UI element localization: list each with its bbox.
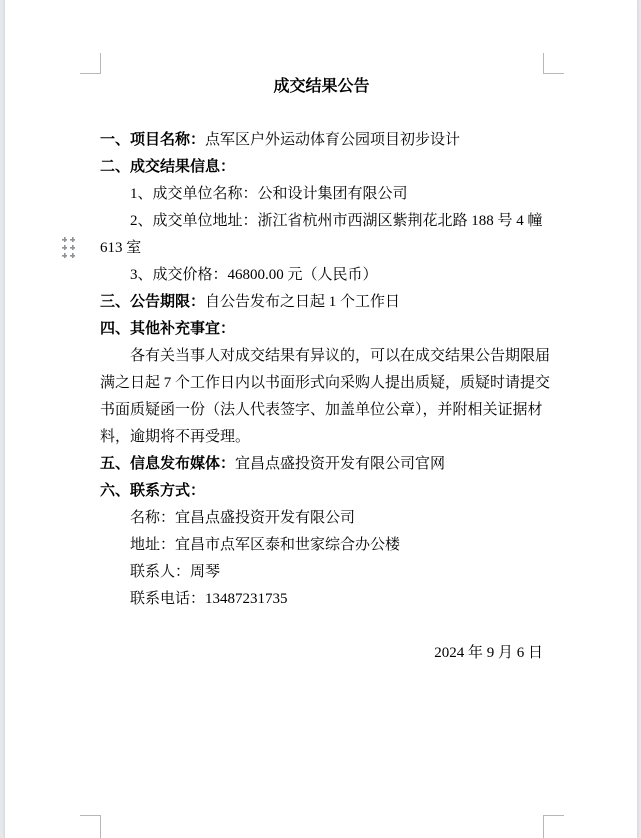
- section-4-paragraph-line-2: 满之日起 7 个工作日内以书面形式向采购人提出质疑，质疑时请提交: [100, 375, 551, 391]
- section-5-text: 宜昌点盛投资开发有限公司官网: [235, 456, 446, 472]
- section-1-heading: [100, 127, 543, 154]
- section-6-heading: [100, 478, 543, 505]
- section-5-heading: [100, 451, 543, 478]
- section-2-item-2-line-1: 2、成交单位地址：浙江省杭州市西湖区紫荆花北路 188 号 4 幢: [130, 213, 543, 229]
- margin-mark-bottom-left-horizontal: [80, 815, 101, 816]
- section-3-heading: [100, 289, 543, 316]
- section-2-heading: [100, 154, 543, 181]
- margin-mark-top-left-horizontal: [80, 73, 101, 74]
- margin-mark-top-right-horizontal: [543, 73, 564, 74]
- document-content[interactable]: [100, 73, 551, 667]
- section-4-label: 四、其他补充事宜：: [100, 321, 236, 337]
- document-date: 2024 年 9 月 6 日: [434, 645, 543, 661]
- section-2-item-2-line-2: 613 室: [100, 240, 142, 256]
- section-4-paragraph-line-1: 各有关当事人对成交结果有异议的，可以在成交结果公告期限届: [130, 348, 551, 364]
- section-4-paragraph-line-4: 料，逾期将不再受理。: [100, 429, 251, 445]
- drag-handle-dot: [62, 253, 67, 258]
- section-2-item-1: 1、成交单位名称：公和设计集团有限公司: [130, 186, 408, 202]
- section-4-paragraph-line-3: 书面质疑函一份（法人代表签字、加盖单位公章），并附相关证据材: [100, 402, 543, 418]
- section-1-label: 一、项目名称：: [100, 132, 206, 148]
- margin-mark-bottom-left-vertical: [100, 815, 101, 838]
- margin-mark-bottom-right-vertical: [543, 815, 544, 838]
- drag-handle-icon[interactable]: [62, 237, 75, 258]
- drag-handle-dot: [70, 245, 75, 250]
- section-2-label: 二、成交结果信息：: [100, 159, 236, 175]
- margin-mark-top-left-vertical: [100, 53, 101, 74]
- section-3-label: 三、公告期限：: [100, 294, 206, 310]
- drag-handle-dot: [62, 237, 67, 242]
- section-5-label: 五、信息发布媒体：: [100, 456, 236, 472]
- drag-handle-dot: [70, 237, 75, 242]
- section-2-item-3: 3、成交价格：46800.00 元（人民币）: [130, 267, 378, 283]
- section-4-heading: [100, 316, 543, 343]
- contact-name: 名称：宜昌点盛投资开发有限公司: [130, 510, 356, 526]
- contact-phone: 联系电话：13487231735: [130, 591, 288, 607]
- contact-person: 联系人：周琴: [130, 564, 221, 580]
- blank-line: [100, 613, 543, 640]
- document-title: 成交结果公告: [273, 78, 370, 95]
- section-3-text: 自公告发布之日起 1 个工作日: [205, 294, 401, 310]
- blank-line: [100, 100, 543, 127]
- drag-handle-dot: [62, 245, 67, 250]
- section-1-text: 点军区户外运动体育公园项目初步设计: [205, 132, 461, 148]
- margin-mark-top-right-vertical: [543, 53, 544, 74]
- section-6-label: 六、联系方式：: [100, 483, 206, 499]
- drag-handle-dot: [70, 253, 75, 258]
- contact-address: 地址：宜昌市点军区泰和世家综合办公楼: [130, 537, 401, 553]
- margin-mark-bottom-right-horizontal: [543, 815, 564, 816]
